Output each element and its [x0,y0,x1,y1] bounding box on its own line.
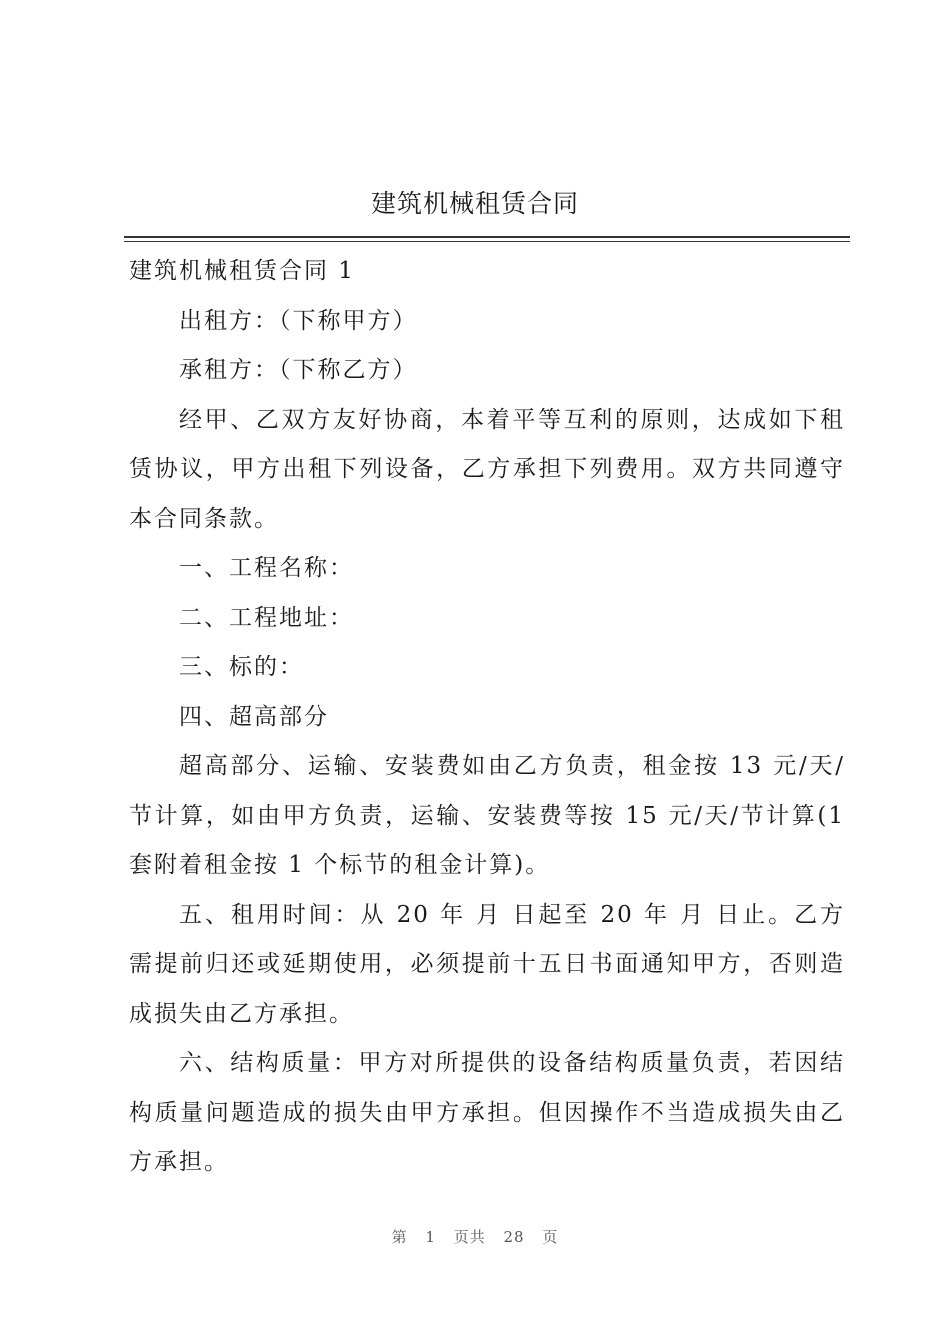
paragraph-preamble: 经甲、乙双方友好协商，本着平等互利的原则，达成如下租赁协议，甲方出租下列设备，乙方承担下列费用。双方共同遵守本合同条款。 [129,406,845,532]
section-heading: 建筑机械租赁合同 1 [129,258,355,284]
clause-subject: 三、标的： [179,654,304,680]
document-title: 建筑机械租赁合同 [370,189,579,218]
document-body [129,247,845,1188]
paragraph-lessee: 承租方：（下称乙方） [179,357,418,383]
clause-project-name: 一、工程名称： [179,555,354,581]
clause-project-address: 二、工程地址： [179,604,354,631]
clause-over-height-detail: 超高部分、运输、安装费如由乙方负责，租金按 13 元/天/节计算，如由甲方负责，运输、安装费等按 15 元/天/节计算(1 套附着租金按 1 个标节的租金计算)。 [129,753,845,878]
clause-rental-period: 五、租用时间：从 20 年 月 日起至 20 年 月 日止。乙方需提前归还或延期使用，必须提前十五日书面通知甲方，否则造成损失由乙方承担。 [129,901,845,1027]
clause-over-height: 四、超高部分 [179,703,329,730]
paragraph-lessor: 出租方：（下称甲方） [179,307,418,334]
clause-structural-quality: 六、结构质量：甲方对所提供的设备结构质量负责，若因结构质量问题造成的损失由甲方承担。但因操作不当造成损失由乙方承担。 [129,1050,845,1175]
page-footer: 第 1 页共 28 页 [391,1228,559,1246]
title-divider [124,236,850,242]
